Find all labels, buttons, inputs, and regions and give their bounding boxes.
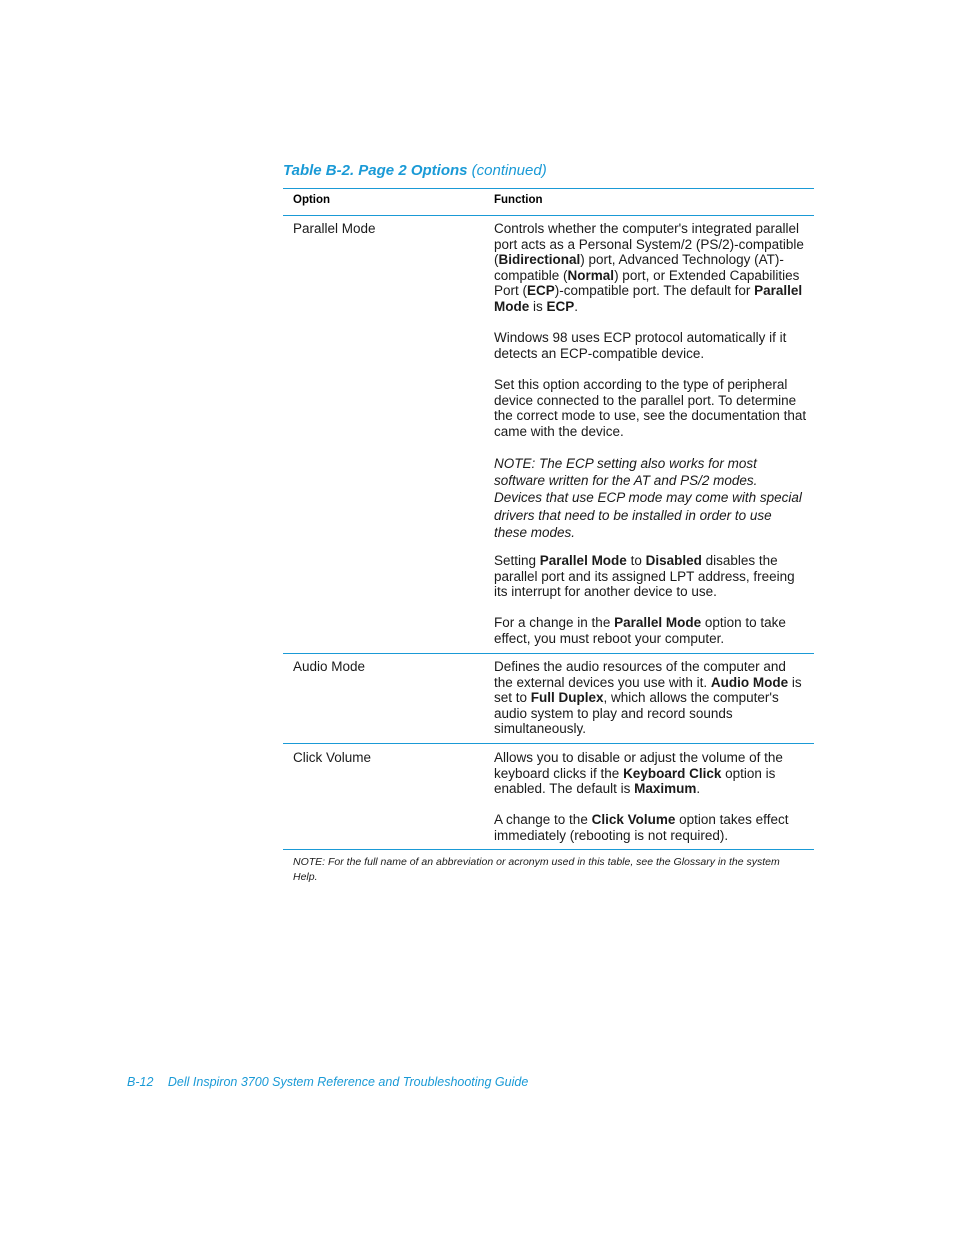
description-paragraph: Controls whether the computer's integrated parallel port acts as a Personal System/2 (PS/2)-compatible (Bidirectional) port, Advanced Technology (AT)-compatible (Normal) port, or Extended Capabilities Port (ECP)-compatible port. The default for Parallel Mode is ECP. bbox=[494, 221, 804, 314]
column-header-option: Option bbox=[293, 194, 331, 206]
table-footnote: NOTE: For the full name of an abbreviation or acronym used in this table, see the Glossary in the system Help. bbox=[293, 856, 780, 883]
column-header-function: Function bbox=[494, 194, 543, 206]
description-paragraph: For a change in the Parallel Mode option to take effect, you must reboot your computer. bbox=[494, 615, 786, 646]
description-paragraph: Windows 98 uses ECP protocol automatically if it detects an ECP-compatible device. bbox=[494, 330, 787, 361]
row-rule bbox=[283, 743, 814, 744]
function-description bbox=[494, 659, 808, 737]
table-caption bbox=[283, 162, 547, 179]
description-paragraph: A change to the Click Volume option takes effect immediately (rebooting is not required). bbox=[494, 812, 789, 843]
option-name: Parallel Mode bbox=[293, 221, 376, 236]
header-rule bbox=[283, 215, 814, 216]
page-number: B-12 bbox=[127, 1075, 154, 1089]
description-paragraph: Setting Parallel Mode to Disabled disables the parallel port and its assigned LPT address, freeing its interrupt for another device to use. bbox=[494, 552, 795, 600]
function-description bbox=[494, 221, 808, 646]
row-rule bbox=[283, 653, 814, 654]
table-caption-title: Table B-2. Page 2 Options bbox=[283, 162, 468, 179]
function-description bbox=[494, 750, 808, 844]
description-paragraph: Set this option according to the type of peripheral device connected to the parallel port. To determine the correct mode to use, see the documentation that came with the device. bbox=[494, 376, 807, 439]
table-bottom-rule bbox=[283, 849, 814, 850]
option-name: Audio Mode bbox=[293, 659, 366, 674]
description-paragraph: Defines the audio resources of the computer and the external devices you use with it. Audio Mode is set to Full Duplex, which allows the computer's audio system to play and record sounds simultaneously. bbox=[494, 659, 802, 737]
option-name: Click Volume bbox=[293, 750, 372, 765]
page-footer bbox=[127, 1075, 528, 1089]
table-top-rule bbox=[283, 188, 814, 189]
description-paragraph: Allows you to disable or adjust the volume of the keyboard clicks if the Keyboard Click option is enabled. The default is Maximum. bbox=[494, 750, 783, 797]
table-caption-continued: (continued) bbox=[471, 162, 547, 179]
document-title: Dell Inspiron 3700 System Reference and Troubleshooting Guide bbox=[167, 1075, 529, 1089]
description-note: NOTE: The ECP setting also works for most software written for the AT and PS/2 modes. Devices that use ECP mode may come with special drivers that need to be installed in order to use these modes. bbox=[494, 455, 802, 540]
